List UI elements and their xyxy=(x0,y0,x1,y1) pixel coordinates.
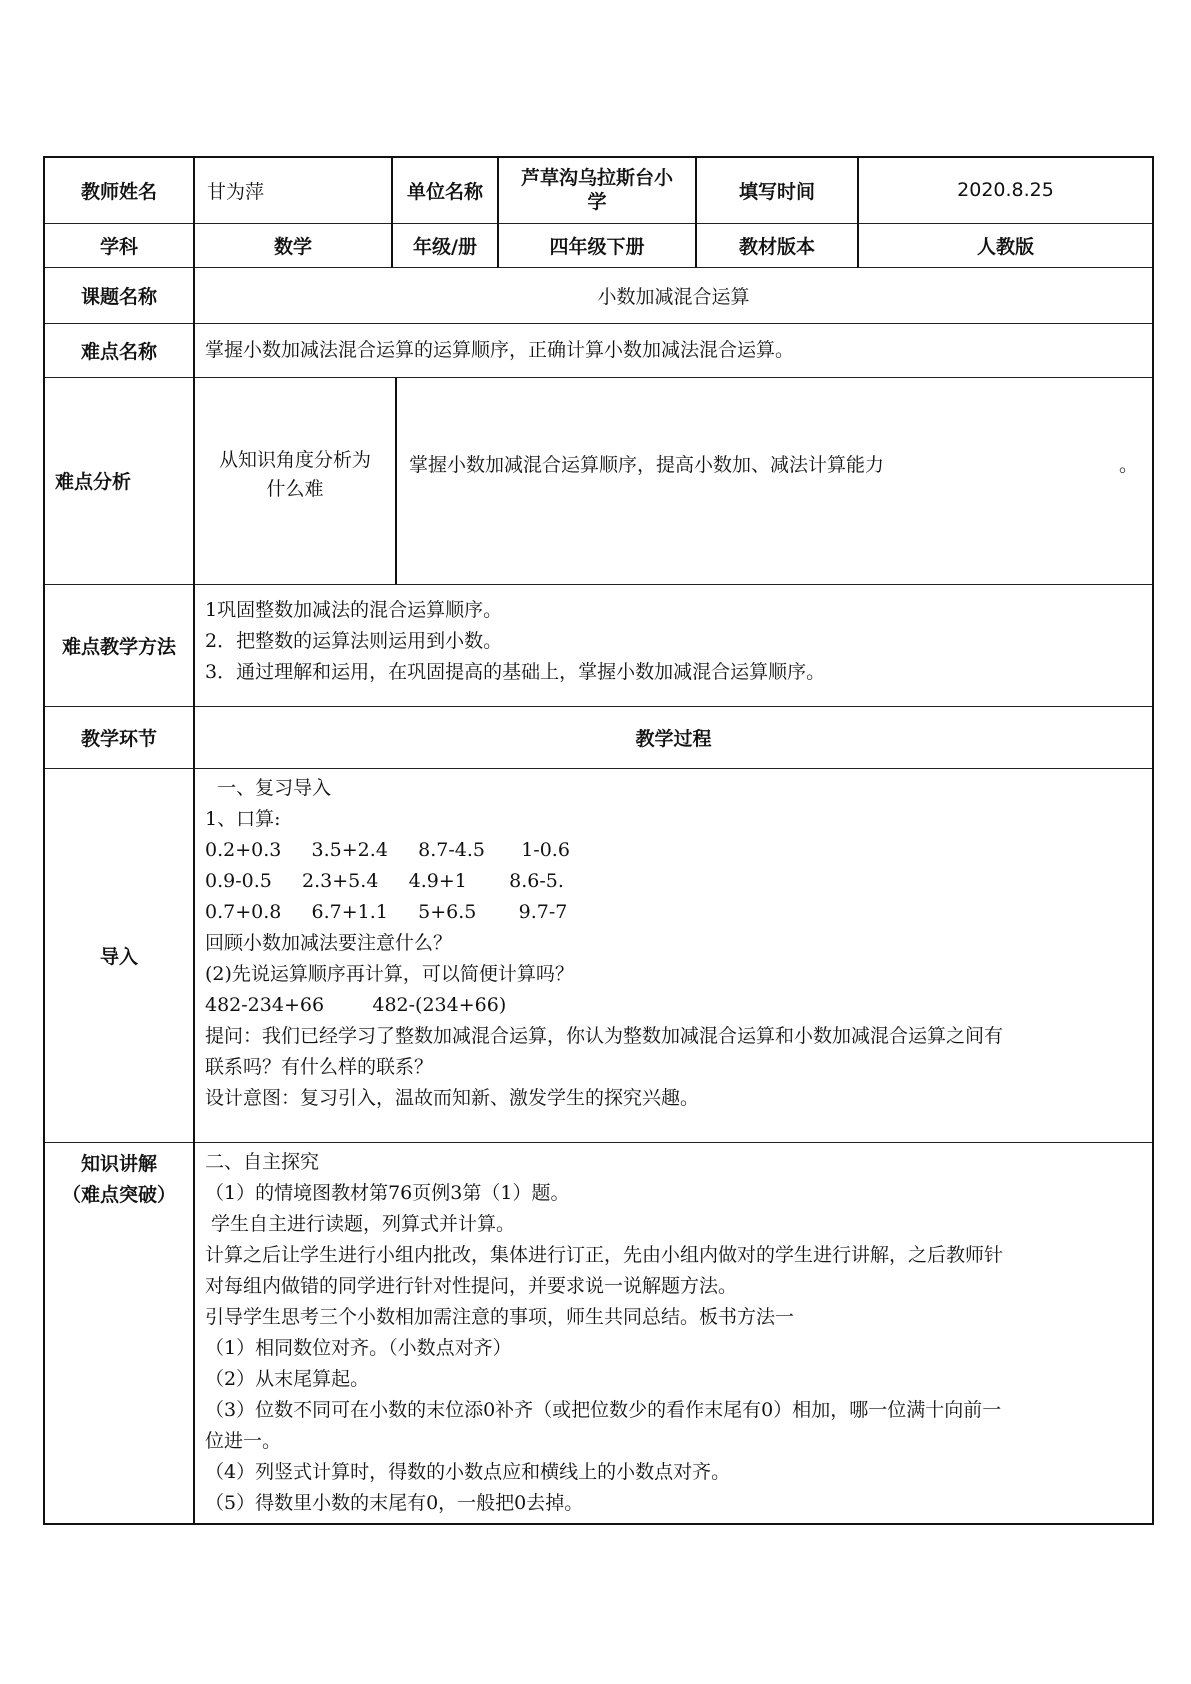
unit-name-line1: 芦草沟乌拉斯台小 xyxy=(520,167,673,190)
method-content xyxy=(194,584,1153,706)
intro-line: 回顾小数加减法要注意什么？ xyxy=(205,931,453,954)
subject-value: 数学 xyxy=(194,223,392,267)
knowledge-line: 计算之后让学生进行小组内批改，集体进行订正，先由小组内做对的学生进行讲解，之后教师针 xyxy=(205,1243,1004,1266)
intro-line: 设计意图：复习引入，温故而知新、激发学生的探究兴趣。 xyxy=(205,1086,700,1109)
knowledge-label-line1: 知识讲解 xyxy=(80,1152,157,1175)
edition-value: 人教版 xyxy=(858,223,1153,267)
difficulty-value: 掌握小数加减法混合运算的运算顺序，正确计算小数加减法混合运算。 xyxy=(194,323,1153,377)
intro-line: 一、复习导入 xyxy=(205,776,332,799)
intro-line: 0.7+0.8 6.7+1.1 5+6.5 9.7-7 xyxy=(205,900,568,923)
process-label: 教学过程 xyxy=(194,706,1153,768)
intro-line: 1、口算: xyxy=(205,807,281,830)
method-line: 3．通过理解和运用，在巩固提高的基础上，掌握小数加减混合运算顺序。 xyxy=(205,660,826,683)
topic-label: 课题名称 xyxy=(44,267,194,323)
knowledge-content xyxy=(194,1142,1153,1524)
analysis-sub-label-line2: 什么难 xyxy=(266,477,324,500)
analysis-sub-label xyxy=(195,378,396,584)
header-row-1 xyxy=(44,157,1153,223)
grade-value: 四年级下册 xyxy=(498,223,696,267)
knowledge-line: （5）得数里小数的末尾有0，一般把0去掉。 xyxy=(205,1491,584,1514)
knowledge-line: 引导学生思考三个小数相加需注意的事项，师生共同总结。板书方法一 xyxy=(205,1305,795,1328)
unit-name-line2: 学 xyxy=(587,191,607,214)
analysis-cell xyxy=(194,377,1153,584)
unit-name-value xyxy=(498,157,696,223)
intro-line: 482-234+66 482-(234+66) xyxy=(205,993,507,1016)
knowledge-line: （1）相同数位对齐。（小数点对齐） xyxy=(205,1336,512,1359)
intro-line: 提问：我们已经学习了整数加减混合运算，你认为整数加减混合运算和小数加减混合运算之间有 xyxy=(205,1024,1004,1047)
fill-time-value: 2020.8.25 xyxy=(858,157,1153,223)
teacher-name-value: 甘为萍 xyxy=(194,157,392,223)
knowledge-line: （1）的情境图教材第76页例3第（1）题。 xyxy=(205,1181,570,1204)
analysis-content-text: 掌握小数加减混合运算顺序，提高小数加、减法计算能力 xyxy=(409,453,885,476)
process-stage-label: 教学环节 xyxy=(44,706,194,768)
knowledge-line: 位进一。 xyxy=(205,1429,282,1452)
knowledge-line: 对每组内做错的同学进行针对性提问，并要求说一说解题方法。 xyxy=(205,1274,738,1297)
difficulty-label: 难点名称 xyxy=(44,323,194,377)
knowledge-line: 学生自主进行读题，列算式并计算。 xyxy=(205,1212,516,1235)
intro-line: (2)先说运算顺序再计算，可以简便计算吗？ xyxy=(205,962,574,985)
intro-row xyxy=(44,768,1153,1142)
lesson-plan-table xyxy=(43,156,1154,1525)
intro-label: 导入 xyxy=(44,768,194,1142)
analysis-content xyxy=(396,378,1152,584)
process-header-row xyxy=(44,706,1153,768)
analysis-end-mark: 。 xyxy=(1118,453,1138,476)
unit-name-label: 单位名称 xyxy=(392,157,498,223)
teacher-name-label: 教师姓名 xyxy=(44,157,194,223)
knowledge-label xyxy=(44,1142,194,1524)
analysis-row xyxy=(44,377,1153,584)
intro-line: 0.2+0.3 3.5+2.4 8.7-4.5 1-0.6 xyxy=(205,838,570,861)
method-line: 2．把整数的运算法则运用到小数。 xyxy=(205,629,503,652)
analysis-inner xyxy=(195,378,1152,584)
topic-row xyxy=(44,267,1153,323)
difficulty-row xyxy=(44,323,1153,377)
knowledge-line: 二、自主探究 xyxy=(205,1150,320,1173)
topic-value: 小数加减混合运算 xyxy=(194,267,1153,323)
analysis-sub-label-line1: 从知识角度分析为 xyxy=(218,448,371,471)
header-row-2 xyxy=(44,223,1153,267)
intro-line: 0.9-0.5 2.3+5.4 4.9+1 8.6-5. xyxy=(205,869,564,892)
intro-content xyxy=(194,768,1153,1142)
knowledge-line: （2）从末尾算起。 xyxy=(205,1367,370,1390)
method-line: 1巩固整数加减法的混合运算顺序。 xyxy=(205,598,503,621)
fill-time-label: 填写时间 xyxy=(696,157,858,223)
knowledge-line: （4）列竖式计算时，得数的小数点应和横线上的小数点对齐。 xyxy=(205,1460,731,1483)
knowledge-label-line2: （难点突破） xyxy=(61,1183,176,1206)
knowledge-row xyxy=(44,1142,1153,1524)
method-row xyxy=(44,584,1153,706)
lesson-plan-sheet xyxy=(43,156,1152,1525)
method-label: 难点教学方法 xyxy=(44,584,194,706)
subject-label: 学科 xyxy=(44,223,194,267)
grade-label: 年级/册 xyxy=(392,223,498,267)
knowledge-line: （3）位数不同可在小数的末位添0补齐（或把位数少的看作末尾有0）相加，哪一位满十向前一 xyxy=(205,1398,1002,1421)
intro-line: 联系吗？有什么样的联系？ xyxy=(205,1055,434,1078)
analysis-label: 难点分析 xyxy=(44,377,194,584)
edition-label: 教材版本 xyxy=(696,223,858,267)
